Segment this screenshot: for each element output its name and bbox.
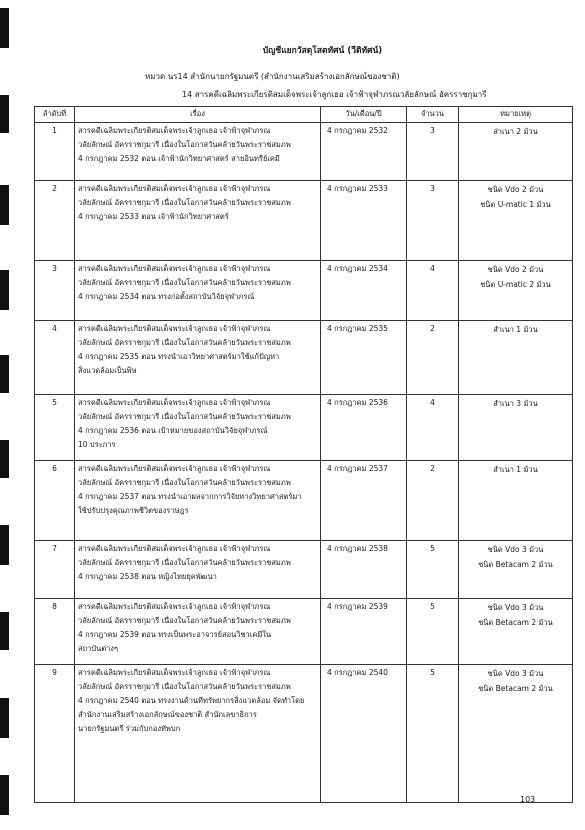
subject-line: 4 กรกฎาคม 2532 ตอน เจ้าฟ้านักวิทยาศาสตร์ สายอินทรีย์เคมี [78, 154, 280, 163]
row-number: 7 [35, 541, 75, 599]
row-quantity: 5 [407, 665, 459, 803]
subject-line: 4 กรกฎาคม 2540 ตอน ทรงงานด้านทีทรัพยากรสิ่งแวดล้อม จัดทำโดย [78, 696, 305, 705]
subject-line: สารคดีเฉลิมพระเกียรติสมเด็จพระเจ้าลูกเธอ เจ้าฟ้าจุฬาภรณ [78, 544, 271, 553]
subject-line: 4 กรกฎาคม 2538 ตอน หญิงไทยยุคพัฒนา [78, 572, 217, 581]
binding-mark [0, 698, 9, 738]
note-line: ชนิด Betacam 2 ม้วน [478, 684, 553, 693]
row-quantity: 4 [407, 395, 459, 461]
note-line: ชนิด Vdo 3 ม้วน [487, 603, 544, 612]
subject-line: สารคดีเฉลิมพระเกียรติสมเด็จพระเจ้าลูกเธอ เจ้าฟ้าจุฬาภรณ [78, 464, 271, 473]
subject-line: นายกรัฐมนตรี ร่วมกับกองทัพบก [78, 724, 181, 733]
binding-mark [0, 775, 9, 815]
subject-line: วลัยลักษณ์ อัครราชกุมารี เนื่องในโอกาสวันคล้ายวันพระราชสมภพ [78, 682, 291, 691]
row-date: 4 กรกฎาคม 2539 [321, 599, 407, 665]
table-row [35, 321, 573, 395]
table-row [35, 261, 573, 321]
row-subject [75, 181, 321, 261]
note-line: ชนิด Betacam 2 ม้วน [478, 560, 553, 569]
group-line: หมวด นร14 สำนักนายกรัฐมนตรี (สำนักงานเสริมสร้างเอกลักษณ์ของชาติ) [145, 72, 400, 81]
row-note [459, 395, 573, 461]
row-quantity: 3 [407, 123, 459, 181]
subject-line: 10 ประการ [78, 440, 116, 449]
subject-line: สำนักงานเสริมสร้างเอกลักษณ์ของชาติ สำนักเลขาธิการ [78, 710, 257, 719]
row-date: 4 กรกฎาคม 2533 [321, 181, 407, 261]
subject-line: วลัยลักษณ์ อัครราชกุมารี เนื่องในโอกาสวันคล้ายวันพระราชสมภพ [78, 558, 291, 567]
note-line: สำเนา 1 ม้วน [493, 325, 538, 334]
row-subject [75, 123, 321, 181]
subject-line: สิ่งแวดล้อมเป็นพิษ [78, 366, 137, 375]
subject-line: วลัยลักษณ์ อัครราชกุมารี เนื่องในโอกาสวันคล้ายวันพระราชสมภพ [78, 198, 291, 207]
binding-mark [0, 355, 9, 393]
row-number: 6 [35, 461, 75, 541]
subject-line: 4 กรกฎาคม 2536 ตอน เป้าหมายของสถาบันวิจัยจุฬาภรณ์ [78, 426, 268, 435]
table-row [35, 461, 573, 541]
row-note [459, 181, 573, 261]
row-number: 1 [35, 123, 75, 181]
row-quantity: 2 [407, 321, 459, 395]
subgroup-line: 14 สารคดีเฉลิมพระเกียรติสมเด็จพระเจ้าลูกเธอ เจ้าฟ้าจุฬาภรณวลัยลักษณ์ อัครราชกุมารี [182, 90, 487, 99]
note-line: ชนิด Vdo 2 ม้วน [487, 265, 544, 274]
row-date: 4 กรกฎาคม 2536 [321, 395, 407, 461]
row-number: 2 [35, 181, 75, 261]
row-date: 4 กรกฎาคม 2540 [321, 665, 407, 803]
column-header-note: หมายเหตุ [459, 107, 573, 123]
row-number: 4 [35, 321, 75, 395]
subject-line: สารคดีเฉลิมพระเกียรติสมเด็จพระเจ้าลูกเธอ เจ้าฟ้าจุฬาภรณ [78, 324, 271, 333]
subject-line: สถาบันต่างๆ [78, 644, 118, 653]
row-subject [75, 665, 321, 803]
table-row [35, 395, 573, 461]
column-header-no: ลำดับที่ [35, 107, 75, 123]
document-title: บัญชีแยกวัสดุโสตทัศน์ (วีดิทัศน์) [262, 46, 383, 56]
row-note [459, 123, 573, 181]
note-line: ชนิด Betacam 2 ม้วน [478, 618, 553, 627]
subject-line: สารคดีเฉลิมพระเกียรติสมเด็จพระเจ้าลูกเธอ เจ้าฟ้าจุฬาภรณ [78, 264, 271, 273]
subject-line: สารคดีเฉลิมพระเกียรติสมเด็จพระเจ้าลูกเธอ เจ้าฟ้าจุฬาภรณ [78, 184, 271, 193]
subject-line: วลัยลักษณ์ อัครราชกุมารี เนื่องในโอกาสวันคล้ายวันพระราชสมภพ [78, 616, 291, 625]
row-subject [75, 321, 321, 395]
note-line: ชนิด U-matic 2 ม้วน [480, 280, 551, 289]
subject-line: สารคดีเฉลิมพระเกียรติสมเด็จพระเจ้าลูกเธอ เจ้าฟ้าจุฬาภรณ [78, 602, 271, 611]
subject-line: 4 กรกฎาคม 2534 ตอน ทรงก่อตั้งสถาบันวิจัยจุฬาภรณ์ [78, 292, 255, 301]
column-header-quantity: จำนวน [407, 107, 459, 123]
note-line: ชนิด Vdo 3 ม้วน [487, 545, 544, 554]
note-line: สำเนา 3 ม้วน [493, 399, 538, 408]
inventory-table [34, 106, 573, 803]
subject-line: สารคดีเฉลิมพระเกียรติสมเด็จพระเจ้าลูกเธอ เจ้าฟ้าจุฬาภรณ [78, 126, 271, 135]
row-quantity: 3 [407, 181, 459, 261]
row-date: 4 กรกฎาคม 2538 [321, 541, 407, 599]
row-quantity: 4 [407, 261, 459, 321]
row-note [459, 261, 573, 321]
row-subject [75, 541, 321, 599]
row-note [459, 321, 573, 395]
subject-line: วลัยลักษณ์ อัครราชกุมารี เนื่องในโอกาสวันคล้ายวันพระราชสมภพ [78, 478, 291, 487]
row-date: 4 กรกฎาคม 2534 [321, 261, 407, 321]
row-date: 4 กรกฎาคม 2537 [321, 461, 407, 541]
table-row [35, 123, 573, 181]
binding-mark [0, 612, 9, 650]
page-number: 103 [520, 795, 536, 804]
binding-mark [0, 270, 9, 310]
table-row [35, 541, 573, 599]
note-line: สำเนา 1 ม้วน [493, 465, 538, 474]
row-quantity: 2 [407, 461, 459, 541]
binding-mark [0, 95, 9, 133]
subject-line: วลัยลักษณ์ อัครราชกุมารี เนื่องในโอกาสวันคล้ายวันพระราชสมภพ [78, 338, 291, 347]
binding-mark [0, 185, 9, 225]
row-date: 4 กรกฎาคม 2535 [321, 321, 407, 395]
subject-line: วลัยลักษณ์ อัครราชกุมารี เนื่องในโอกาสวันคล้ายวันพระราชสมภพ [78, 412, 291, 421]
row-number: 8 [35, 599, 75, 665]
row-note [459, 541, 573, 599]
row-subject [75, 261, 321, 321]
table-header-row [35, 107, 573, 123]
row-number: 5 [35, 395, 75, 461]
column-header-subject: เรื่อง [75, 107, 321, 123]
note-line: ชนิด Vdo 2 ม้วน [487, 185, 544, 194]
row-note [459, 461, 573, 541]
subject-line: วลัยลักษณ์ อัครราชกุมารี เนื่องในโอกาสวันคล้ายวันพระราชสมภพ [78, 140, 291, 149]
note-line: ชนิด Vdo 3 ม้วน [487, 669, 544, 678]
note-line: ชนิด U-matic 1 ม้วน [480, 200, 551, 209]
table-row [35, 599, 573, 665]
subject-line: 4 กรกฎาคม 2535 ตอน ทรงนำเอาวิทยาศาสตร์มาใช้แก้ปัญหา [78, 352, 280, 361]
subject-line: 4 กรกฎาคม 2537 ตอน ทรงนำเอาผลจากการวิจัยทางวิทยาศาสตร์มา [78, 492, 302, 501]
table-row [35, 665, 573, 803]
row-quantity: 5 [407, 541, 459, 599]
row-number: 9 [35, 665, 75, 803]
row-note [459, 599, 573, 665]
binding-mark [0, 8, 9, 48]
binding-mark [0, 525, 9, 565]
table-row [35, 181, 573, 261]
row-subject [75, 395, 321, 461]
subject-line: สารคดีเฉลิมพระเกียรติสมเด็จพระเจ้าลูกเธอ เจ้าฟ้าจุฬาภรณ [78, 668, 271, 677]
subject-line: สารคดีเฉลิมพระเกียรติสมเด็จพระเจ้าลูกเธอ เจ้าฟ้าจุฬาภรณ [78, 398, 271, 407]
row-subject [75, 599, 321, 665]
row-subject [75, 461, 321, 541]
row-note [459, 665, 573, 803]
subject-line: 4 กรกฎาคม 2539 ตอน ทรงเป็นพระอาจารย์สอนวิชาเคมีใน [78, 630, 272, 639]
subject-line: ใช้ปรับปรุงคุณภาพชีวิตของราษฎร [78, 506, 189, 515]
row-quantity: 5 [407, 599, 459, 665]
subject-line: 4 กรกฎาคม 2533 ตอน เจ้าฟ้านักวิทยาศาสตร์ [78, 212, 229, 221]
row-number: 3 [35, 261, 75, 321]
binding-mark [0, 440, 9, 478]
note-line: ส่าเนา 2 ม้วน [493, 127, 538, 136]
column-header-date: วัน/เดือน/ปี [321, 107, 407, 123]
row-date: 4 กรกฎาคม 2532 [321, 123, 407, 181]
subject-line: วลัยลักษณ์ อัครราชกุมารี เนื่องในโอกาสวันคล้ายวันพระราชสมภพ [78, 278, 291, 287]
